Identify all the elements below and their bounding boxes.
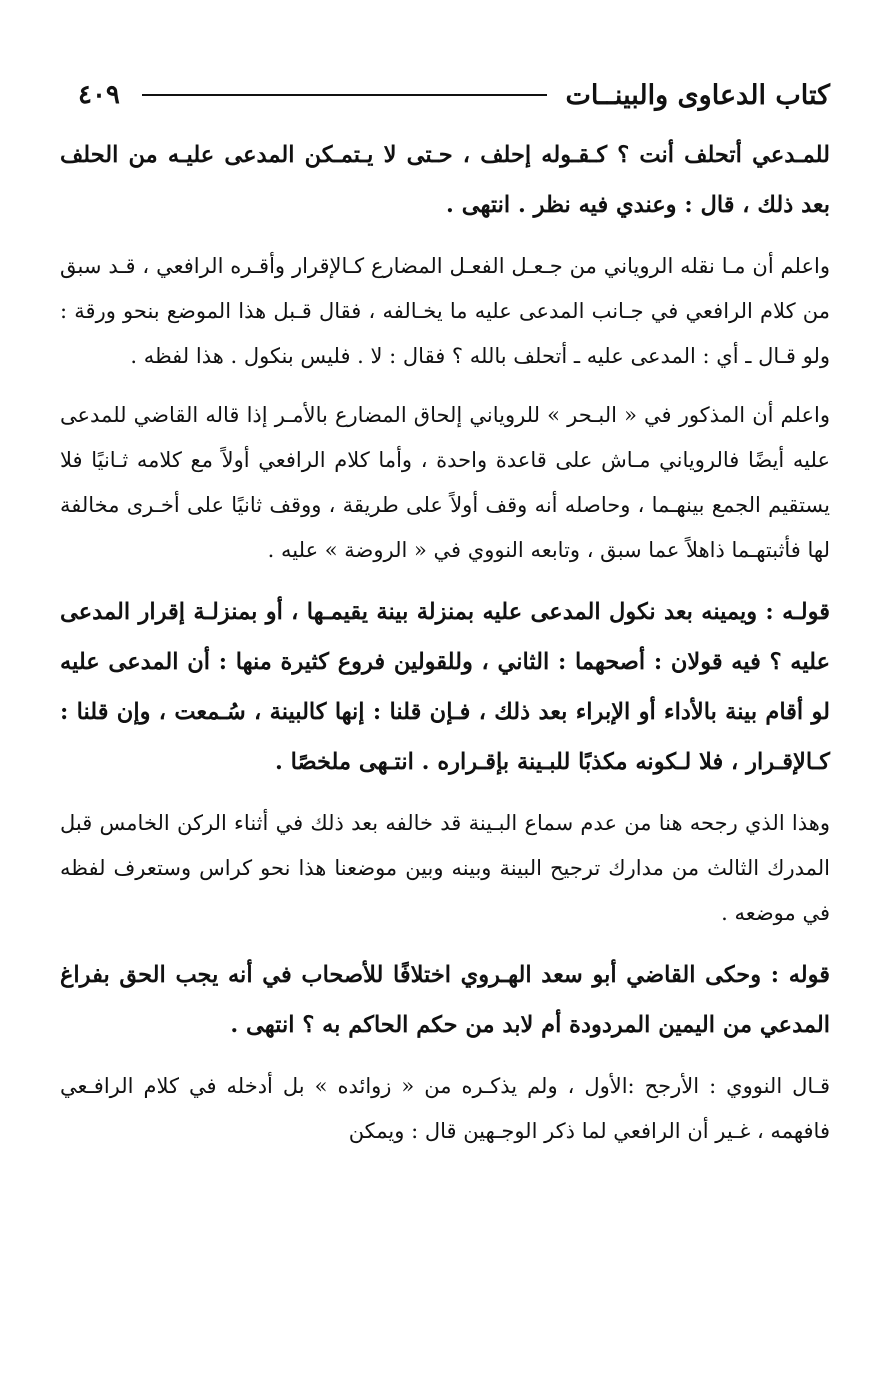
paragraph-4: قولـه : ويمينه بعد نكول المدعى عليه بمنزلة بينة يقيمـها ، أو بمنزلـة إقرار المدعى عليه ؟ فيه قولان : أصحهما : الثاني ، وللقولين فروع كثيرة منها : أن المدعى عليه لو أقام بينة بالأداء أو الإبراء بعد ذلك ، فـإن قلنا : إنها كالبينة ، سُـمعت ، وإن قلنا : كـالإقـرار ، فلا لـكونه مكذبًا للبـينة بإقـراره . انتـهى ملخصًا . <box>60 599 830 775</box>
paragraph-3: واعلم أن المذكور في « البـحر » للروياني إلحاق المضارع بالأمـر إذا قاله القاضي للمدعى عليه أيضًا فالروياني مـاش على قاعدة واحدة ، وأما كلام الرافعي أولاً مع كلامه ثـانيًا فلا يستقيم الجمع بينهـما ، وحاصله أنه وقف أولاً على طريقة ، ووقف ثانيًا على أخـرى مخالفة لها فأثبتهـما ذاهلاً عما سبق ، وتابعه النووي في « الروضة » عليه . <box>60 403 830 562</box>
paragraph-gap <box>60 230 830 244</box>
header-rule <box>142 94 548 96</box>
paragraph-gap <box>60 379 830 393</box>
header-title: كتاب الدعاوى والبينــات <box>565 79 830 111</box>
running-header <box>60 70 830 120</box>
paragraph-gap <box>60 1050 830 1064</box>
paragraph-gap <box>60 573 830 587</box>
paragraph-7: قـال النووي : الأرجح :الأول ، ولم يذكـره من « زوائده » بل أدخله في كلام الرافـعي فافهمه ، غـير أن الرافعي لما ذكر الوجـهين قال : ويمكن <box>60 1074 830 1143</box>
paragraph-2: واعلم أن مـا نقله الروياني من جـعـل الفعـل المضارع كـالإقرار وأقـره الرافعي ، قـد سبق من كلام الرافعي في جـانب المدعى عليه ما يخـالفه ، فقال قـبل هذا الموضع بنحو ورقة : ولو قـال ـ أي : المدعى عليه ـ أتحلف بالله ؟ فقال : لا . فليس بنكول . هذا لفظه . <box>60 254 830 368</box>
paragraph-1: للمـدعي أتحلف أنت ؟ كـقـوله إحلف ، حـتى لا يـتمـكن المدعى عليـه من الحلف بعد ذلك ، قال : وعندي فيه نظر . انتهى . <box>60 142 830 218</box>
paragraph-5: وهذا الذي رجحه هنا من عدم سماع البـينة قد خالفه بعد ذلك في أثناء الركن الخامس قبل المدرك الثالث من مدارك ترجيح البينة وبينه وبين موضعنا هذا نحو كراس وستعرف لفظه في موضعه . <box>60 811 830 925</box>
paragraph-6: قوله : وحكى القاضي أبو سعد الهـروي اختلافًا للأصحاب في أنه يجب الحق بفراغ المدعي من اليمين المردودة أم لابد من حكم الحاكم به ؟ انتهى . <box>60 962 830 1038</box>
book-page <box>60 70 830 1154</box>
page-number: ٤٠٩ <box>78 80 120 110</box>
paragraph-gap <box>60 787 830 801</box>
paragraph-gap <box>60 936 830 950</box>
